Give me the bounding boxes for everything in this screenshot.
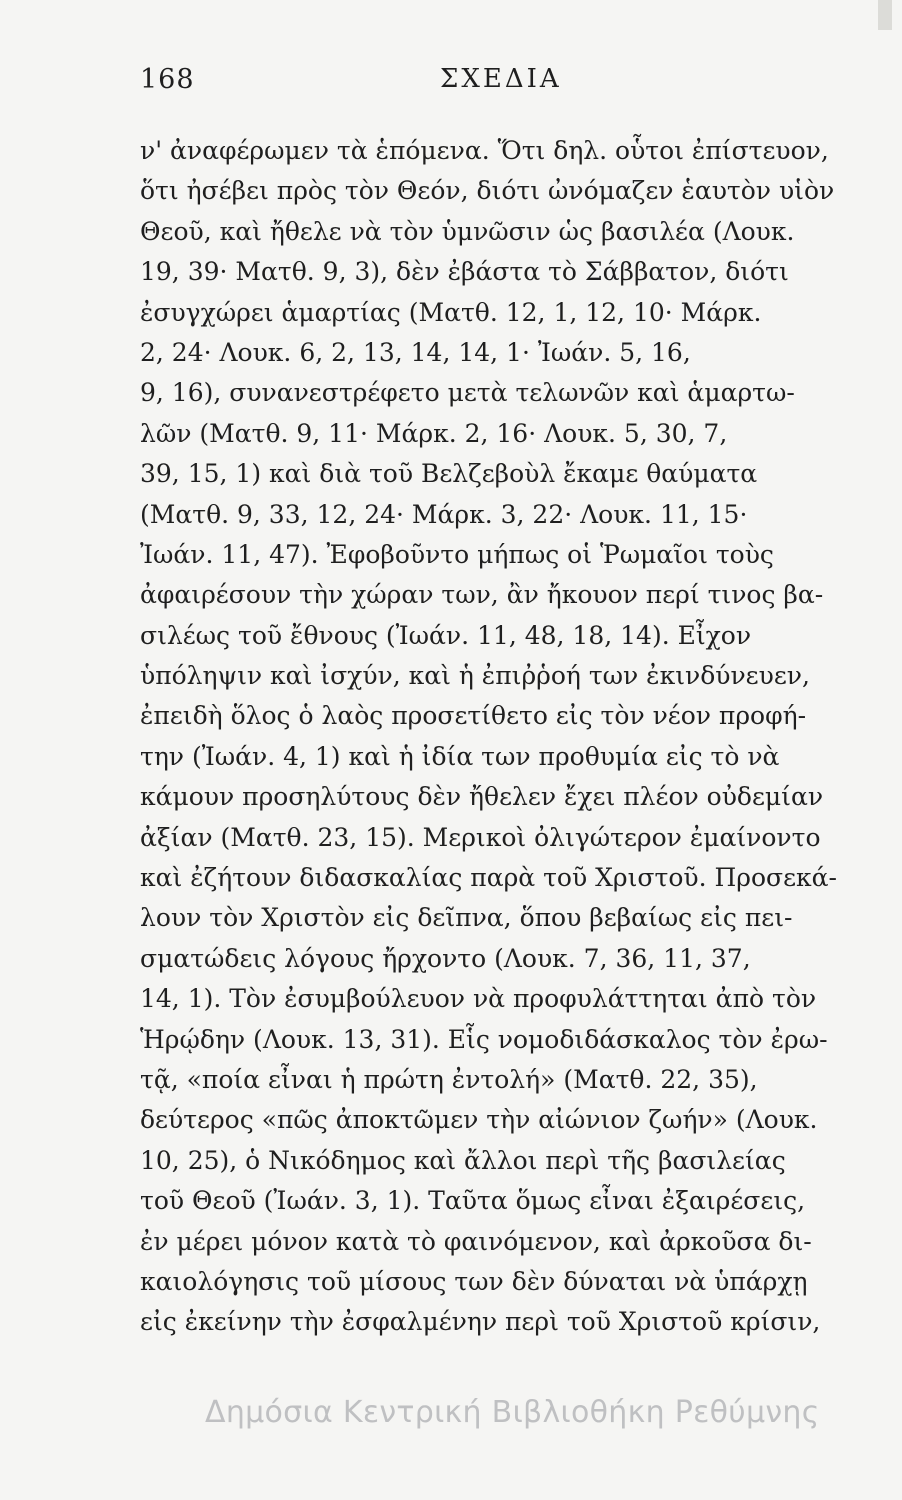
text-line: Θεοῦ, καὶ ἤθελε νὰ τὸν ὑμνῶσιν ὡς βασιλέα (Λουκ. [140, 216, 795, 246]
text-line: ὑπόληψιν καὶ ἰσχύν, καὶ ἡ ἐπιῤῥοή των ἐκινδύνευεν, [140, 661, 810, 691]
library-watermark: Δημόσια Κεντρική Βιβλιοθήκη Ρεθύμνης [205, 1395, 820, 1430]
text-line: Ἰωάν. 11, 47). Ἐφοβοῦντο μήπως οἱ Ῥωμαῖοι τοὺς [140, 539, 774, 569]
text-line: λουν τὸν Χριστὸν εἰς δεῖπνα, ὅπου βεβαίως εἰς πει- [140, 903, 793, 933]
text-line: καιολόγησις τοῦ μίσους των δὲν δύναται νὰ ὑπάρχῃ [140, 1266, 808, 1296]
text-line: ἐν μέρει μόνον κατὰ τὸ φαινόμενον, καὶ ἀρκοῦσα δι- [140, 1226, 812, 1256]
text-line: εἰς ἐκείνην τὴν ἐσφαλμένην περὶ τοῦ Χριστοῦ κρίσιν, [140, 1307, 821, 1337]
text-line: 19, 39· Ματθ. 9, 3), δὲν ἐβάστα τὸ Σάββατον, διότι [140, 257, 789, 287]
text-line: 39, 15, 1) καὶ διὰ τοῦ Βελζεβοὺλ ἔκαμε θαύματα [140, 459, 758, 489]
text-line: ἐπειδὴ ὅλος ὁ λαὸς προσετίθετο εἰς τὸν νέον προφή- [140, 701, 807, 731]
text-line: σιλέως τοῦ ἔθνους (Ἰωάν. 11, 48, 18, 14). Εἶχον [140, 620, 752, 650]
page-edge-mark [878, 0, 892, 30]
page-number: 168 [140, 64, 195, 95]
text-line: 9, 16), συνανεστρέφετο μετὰ τελωνῶν καὶ ἁμαρτω- [140, 378, 795, 408]
text-line: 14, 1). Τὸν ἐσυμβούλευον νὰ προφυλάττηται ἀπὸ τὸν [140, 984, 817, 1014]
text-line: ἀξίαν (Ματθ. 23, 15). Μερικοὶ ὀλιγώτερον ἐμαίνοντο [140, 822, 821, 852]
body-text [140, 131, 875, 1343]
text-line: ἐσυγχώρει ἁμαρτίας (Ματθ. 12, 1, 12, 10· Μάρκ. [140, 297, 762, 327]
running-title: ΣΧΕΔΙΑ [440, 64, 562, 94]
text-line: ὅτι ἠσέβει πρὸς τὸν Θεόν, διότι ὠνόμαζεν ἑαυτὸν υἱὸν [140, 176, 835, 206]
text-line: 10, 25), ὁ Νικόδημος καὶ ἄλλοι περὶ τῆς βασιλείας [140, 1145, 786, 1175]
text-line: την (Ἰωάν. 4, 1) καὶ ἡ ἰδία των προθυμία εἰς τὸ νὰ [140, 741, 780, 771]
text-line: κάμουν προσηλύτους δὲν ἤθελεν ἔχει πλέον οὐδεμίαν [140, 782, 824, 812]
text-line: δεύτερος «πῶς ἀποκτῶμεν τὴν αἰώνιον ζωήν» (Λουκ. [140, 1105, 818, 1135]
text-line: καὶ ἐζήτουν διδασκαλίας παρὰ τοῦ Χριστοῦ. Προσεκά- [140, 863, 837, 893]
text-line: σματώδεις λόγους ἤρχοντο (Λουκ. 7, 36, 11, 37, [140, 943, 751, 973]
text-line: 2, 24· Λουκ. 6, 2, 13, 14, 14, 1· Ἰωάν. 5, 16, [140, 337, 691, 367]
text-line: ν' ἀναφέρωμεν τὰ ἑπόμενα. Ὅτι δηλ. οὗτοι ἐπίστευον, [140, 136, 829, 165]
running-head [140, 64, 780, 104]
text-line: τοῦ Θεοῦ (Ἰωάν. 3, 1). Ταῦτα ὅμως εἶναι ἐξαιρέσεις, [140, 1186, 806, 1216]
text-line: τᾷ, «ποία εἶναι ἡ πρώτη ἐντολή» (Ματθ. 22, 35), [140, 1064, 758, 1094]
text-line: Ἡρῴδην (Λουκ. 13, 31). Εἷς νομοδιδάσκαλος τὸν ἐρω- [140, 1024, 828, 1054]
text-line: (Ματθ. 9, 33, 12, 24· Μάρκ. 3, 22· Λουκ. 11, 15· [140, 499, 748, 529]
text-line: ἀφαιρέσουν τὴν χώραν των, ἂν ἤκουον περί τινος βα- [140, 580, 824, 610]
text-line: λῶν (Ματθ. 9, 11· Μάρκ. 2, 16· Λουκ. 5, 30, 7, [140, 418, 728, 448]
